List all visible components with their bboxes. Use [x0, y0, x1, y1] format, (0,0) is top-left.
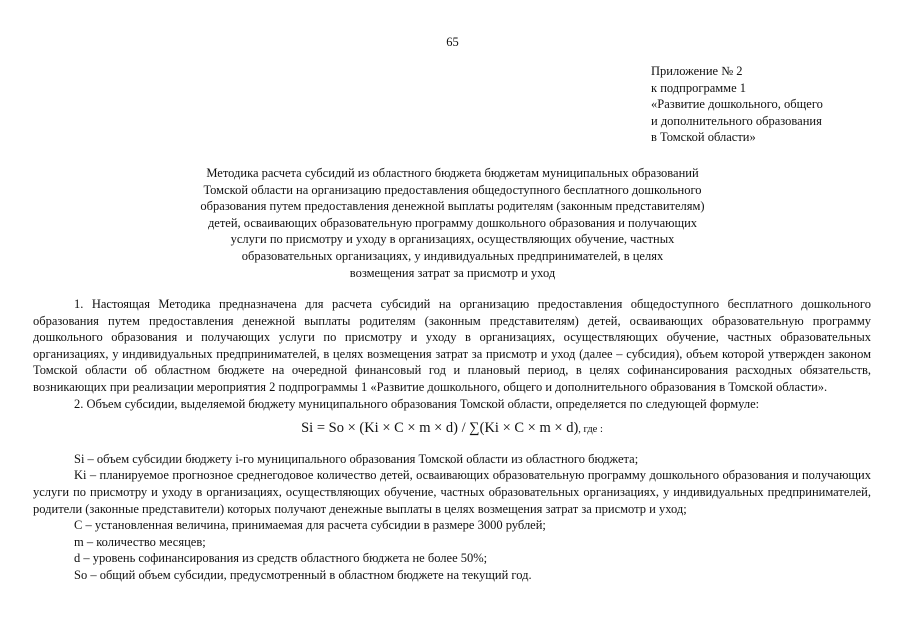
formula-expression: Si = So × (Ki × C × m × d) / ∑(Ki × C × m × d): [301, 420, 579, 437]
title-line: образования путем предоставления денежной выплаты родителям (законным представителям): [200, 199, 705, 214]
appendix-line: и дополнительного образования: [651, 113, 822, 128]
title-line: образовательных организациях, у индивидуальных предпринимателей, в целях: [241, 248, 664, 263]
formula-suffix: , где :: [578, 424, 603, 436]
appendix-line: «Развитие дошкольного, общего: [651, 97, 823, 112]
variable-definitions: [33, 451, 871, 584]
paragraph-1: 1. Настоящая Методика предназначена для расчета субсидий на организацию предоставления общедоступного бесплатного дошкольного образования путем предоставления денежной выплаты родителям (законным представителям) детей, осваивающих образовательную программу дошкольного образования и получающих услуги по присмотру и уходу в организациях, осуществляющих обучение, частных образовательных организациях, у индивидуальных предпринимателей, в целях возмещения затрат за присмотр и уход (далее – субсидия), объем которой утвержден законом Томской области об областном бюджете на очередной финансовый год и плановый период, в целях софинансирования расходных обязательств, возникающих при реализации мероприятия 2 подпрограммы 1 «Развитие дошкольного, общего и дополнительного образования в Томской области».: [33, 297, 871, 394]
definition-d: d – уровень софинансирования из средств областного бюджета не более 50%;: [74, 551, 488, 566]
definition-ki: Ki – планируемое прогнозное среднегодовое количество детей, осваивающих образовательную программу дошкольного образования и получающих услуги по присмотру и уходу в организациях, осуществляющих обучение, частных образовательных организациях, у индивидуальных предпринимателей, родители (законные представители) которых получают денежные выплаты в целях возмещения затрат за присмотр и уход;: [33, 468, 871, 516]
appendix-reference: [651, 63, 901, 146]
title-line: Томской области на организацию предоставления общедоступного бесплатного дошкольного: [203, 182, 702, 197]
subsidy-formula: [33, 420, 871, 439]
definition-c: C – установленная величина, принимаемая для расчета субсидии в размере 3000 рублей;: [74, 518, 546, 533]
definition-si: Si – объем субсидии бюджету i-го муниципального образования Томской области из областного бюджета;: [74, 451, 639, 466]
definition-so: So – общий объем субсидии, предусмотренный в областном бюджете на текущий год.: [74, 567, 532, 582]
appendix-line: в Томской области»: [651, 130, 756, 145]
title-line: детей, осваивающих образовательную программу дошкольного образования и получающих: [207, 215, 698, 230]
document-body: [33, 296, 871, 584]
appendix-line: к подпрограмме 1: [651, 80, 746, 95]
title-line: Методика расчета субсидий из областного бюджета бюджетам муниципальных образований: [206, 166, 699, 180]
title-line: услуги по присмотру и уходу в организациях, осуществляющих обучение, частных: [230, 232, 675, 247]
paragraph-2: 2. Объем субсидии, выделяемой бюджету муниципального образования Томской области, определяется по следующей формуле:: [74, 396, 760, 411]
appendix-line: Приложение № 2: [651, 64, 743, 78]
title-line: возмещения затрат за присмотр и уход: [349, 265, 556, 280]
definition-m: m – количество месяцев;: [74, 534, 206, 549]
document-title: [0, 165, 905, 281]
page-number: 65: [446, 35, 459, 49]
